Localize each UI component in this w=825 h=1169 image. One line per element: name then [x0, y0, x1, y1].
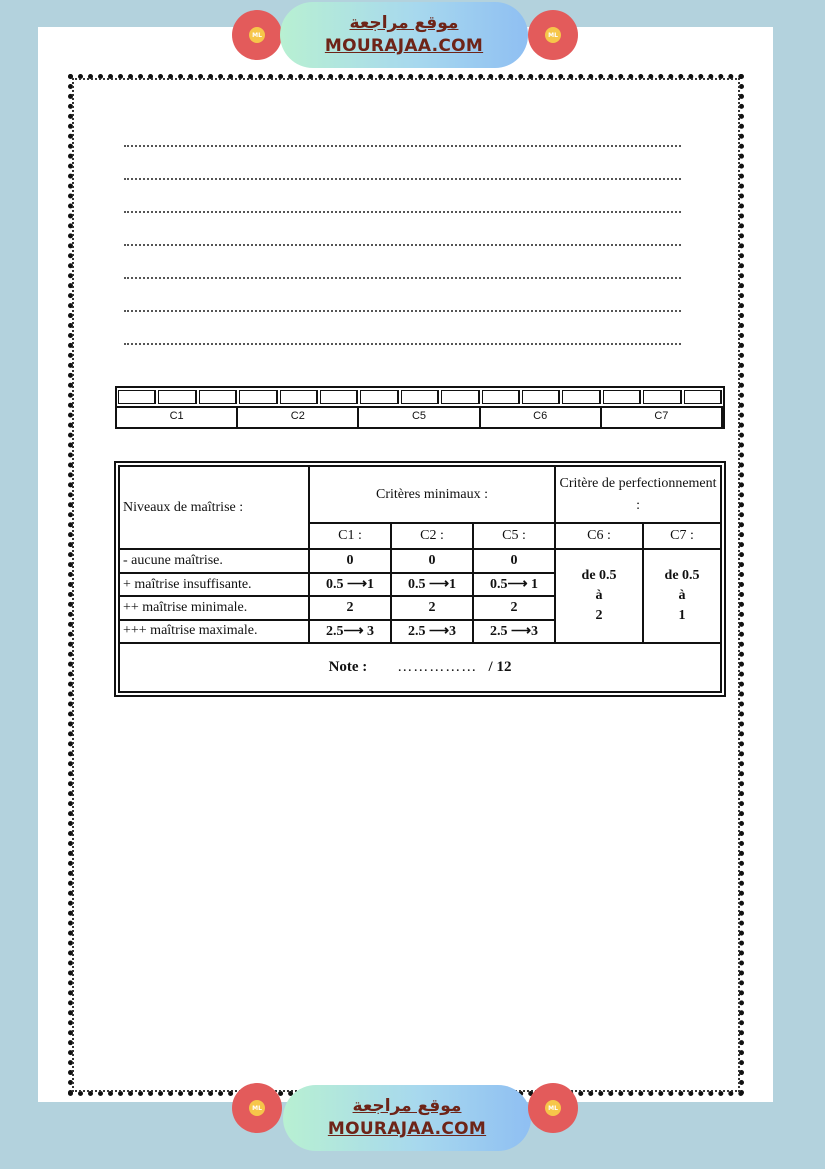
logo-mark-icon: ML [545, 1100, 561, 1116]
criterion-label-c1: C1 [117, 408, 238, 427]
score-box[interactable] [239, 390, 277, 404]
writing-line [124, 277, 681, 279]
criterion-header-c5: C5 : [473, 523, 555, 549]
site-logo-left [232, 10, 282, 60]
score-box[interactable] [360, 390, 398, 404]
criteria-labels [117, 408, 723, 427]
score-cell: 0 [309, 549, 391, 572]
writing-line [124, 211, 681, 213]
score-cell: 0 [473, 549, 555, 572]
note-blank[interactable]: …………… [397, 659, 478, 676]
level-label: + maîtrise insuffisante. [119, 573, 309, 596]
score-box[interactable] [643, 390, 681, 404]
score-box[interactable] [684, 390, 722, 404]
score-cell: 2 [473, 596, 555, 619]
score-box[interactable] [482, 390, 520, 404]
banner-site-link[interactable]: MOURAJAA.COM [327, 1119, 487, 1139]
c7-range [643, 549, 721, 643]
site-logo-left-bottom [232, 1083, 282, 1133]
criterion-header-c7: C7 : [643, 523, 721, 549]
criteria-score-grid [115, 386, 725, 429]
c7-range-to: 1 [678, 608, 686, 624]
score-cell: 0 [391, 549, 473, 572]
score-boxes [117, 388, 723, 408]
score-box[interactable] [401, 390, 439, 404]
criterion-header-c1: C1 : [309, 523, 391, 549]
score-box[interactable] [158, 390, 196, 404]
score-cell: 2.5⟶ 3 [309, 620, 391, 643]
score-box[interactable] [118, 390, 156, 404]
criterion-label-c5: C5 [359, 408, 480, 427]
c7-range-from: de 0.5 [664, 568, 700, 584]
score-box[interactable] [603, 390, 641, 404]
score-box[interactable] [562, 390, 600, 404]
score-cell: 2 [309, 596, 391, 619]
note-cell [119, 643, 721, 692]
score-cell: 2 [391, 596, 473, 619]
score-box[interactable] [280, 390, 318, 404]
level-label: - aucune maîtrise. [119, 549, 309, 572]
note-label: Note : [328, 659, 368, 676]
site-banner-bottom[interactable] [283, 1085, 531, 1151]
writing-line [124, 178, 681, 180]
levels-header: Niveaux de maîtrise : [119, 466, 309, 549]
perfection-criterion-header: Critère de perfectionnement : [555, 466, 721, 523]
level-label: +++ maîtrise maximale. [119, 620, 309, 643]
c6-range-to-word: à [595, 588, 603, 604]
note-total: / 12 [488, 659, 512, 676]
minimal-criteria-header: Critères minimaux : [309, 466, 555, 523]
writing-line [124, 244, 681, 246]
banner-site-link[interactable]: MOURAJAA.COM [324, 36, 484, 56]
level-label: ++ maîtrise minimale. [119, 596, 309, 619]
writing-line [124, 310, 681, 312]
score-cell: 2.5 ⟶3 [391, 620, 473, 643]
c7-range-to-word: à [678, 588, 686, 604]
banner-arabic-text: موقع مراجعة [349, 13, 459, 33]
site-logo-right [528, 10, 578, 60]
writing-line [124, 145, 681, 147]
criterion-label-c6: C6 [481, 408, 602, 427]
score-box[interactable] [199, 390, 237, 404]
writing-line [124, 343, 681, 345]
c6-range [555, 549, 643, 643]
site-banner-top[interactable] [280, 2, 528, 68]
score-box[interactable] [441, 390, 479, 404]
criterion-label-c7: C7 [602, 408, 723, 427]
table-row [119, 549, 721, 572]
logo-mark-icon: ML [249, 27, 265, 43]
grading-table [114, 461, 726, 697]
logo-mark-icon: ML [545, 27, 561, 43]
score-box[interactable] [522, 390, 560, 404]
note-row [119, 643, 721, 692]
criterion-header-c6: C6 : [555, 523, 643, 549]
score-cell: 0.5 ⟶1 [391, 573, 473, 596]
criterion-header-c2: C2 : [391, 523, 473, 549]
c6-range-to: 2 [595, 608, 603, 624]
criterion-label-c2: C2 [238, 408, 359, 427]
c6-range-from: de 0.5 [581, 568, 617, 584]
banner-arabic-text: موقع مراجعة [352, 1096, 462, 1116]
score-cell: 2.5 ⟶3 [473, 620, 555, 643]
score-cell: 0.5 ⟶1 [309, 573, 391, 596]
logo-mark-icon: ML [249, 1100, 265, 1116]
score-box[interactable] [320, 390, 358, 404]
site-logo-right-bottom [528, 1083, 578, 1133]
score-cell: 0.5⟶ 1 [473, 573, 555, 596]
